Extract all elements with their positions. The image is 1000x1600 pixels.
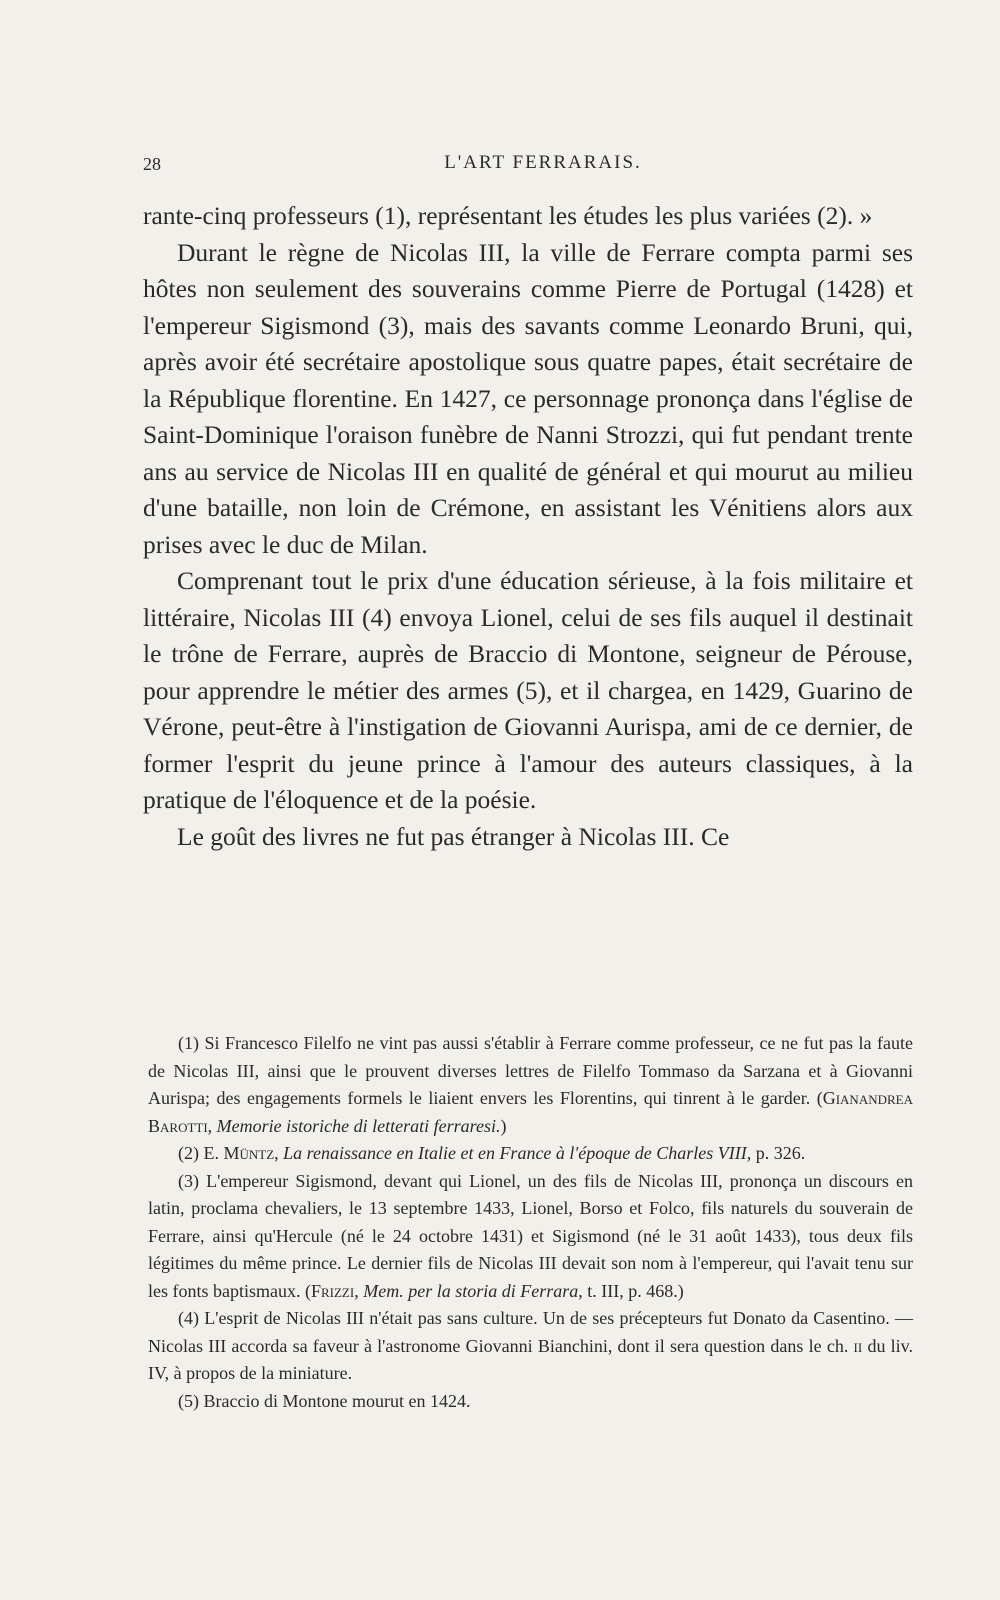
footnotes: [148, 1030, 913, 1540]
footnote-3: [148, 1168, 913, 1306]
footnote-5: (5) Braccio di Montone mourut en 1424.: [178, 1390, 471, 1411]
paragraph: Comprenant tout le prix d'une éducation sérieuse, à la fois militaire et littéraire, Nicolas III (4) envoya Lionel, celui de ses fils auquel il destinait le trône de Ferrare, auprès de Braccio di Montone, seigneur de Pérouse, pour apprendre le métier des armes (5), et il chargea, en 1429, Guarino de Vérone, peut-être à l'instigation de Giovanni Aurispa, ami de ce dernier, de former l'esprit du jeune prince à l'amour des auteurs classiques, à la pratique de l'éloquence et de la poésie.: [143, 566, 913, 814]
footnote-text: (1) Si Francesco Filelfo ne vint pas aussi s'établir à Ferrare comme professeur, ce ne fut pas la faute de Nicolas III, ainsi que le prouvent diverses lettres de Filelfo Tommaso da Sarzana et à Giovanni Aurispa; des engagements formels le liaient envers les Florentins, qui tinrent à le garder. (: [148, 1033, 913, 1108]
footnote-title: La renaissance en Italie et en France à l'époque de Charles VIII: [283, 1143, 747, 1163]
page-number: 28: [143, 154, 161, 174]
footnote-text: , t. III, p. 468.): [578, 1280, 684, 1301]
footnote-2: [148, 1140, 913, 1168]
footnote-punct: ,: [354, 1280, 364, 1301]
footnote-text: ): [500, 1115, 507, 1136]
footnote-text: (2) E.: [178, 1143, 224, 1163]
main-text: [143, 198, 913, 1028]
footnote-text: (4) L'esprit de Nicolas III n'était pas sans culture. Un de ses précepteurs fut Donato da Casentino. — Nicolas III accorda sa faveur à l'astronome Giovanni Bianchini, dont il sera question dans le ch.: [148, 1308, 913, 1356]
footnote-author: Frizzi: [310, 1280, 355, 1301]
paragraph: rante-cinq professeurs (1), représentant les études les plus variées (2). »: [143, 201, 873, 230]
paragraph: Durant le règne de Nicolas III, la ville de Ferrare compta parmi ses hôtes non seulement des souverains comme Pierre de Portugal (1428) et l'empereur Sigismond (3), mais des savants comme Leonardo Bruni, qui, après avoir été secrétaire apostolique sous quatre papes, était secrétaire de la République florentine. En 1427, ce personnage prononça dans l'église de Saint-Dominique l'oraison funèbre de Nanni Strozzi, qui fut pendant trente ans au service de Nicolas III en qualité de général et qui mourut au milieu d'une bataille, non loin de Crémone, en assistant les Vénitiens alors aux prises avec le duc de Milan.: [143, 237, 913, 559]
footnote-author: Müntz: [223, 1143, 275, 1163]
footnote-title: Mem. per la storia di Ferrara: [363, 1280, 579, 1301]
footnote-4: [148, 1305, 913, 1388]
footnote-punct: ,: [207, 1115, 217, 1136]
footnote-chapter: ii: [853, 1335, 863, 1356]
footnote-author: Gianandrea Barotti: [148, 1088, 913, 1136]
paragraph: Le goût des livres ne fut pas étranger à Nicolas III. Ce: [177, 821, 730, 851]
footnote-punct: ,: [274, 1143, 284, 1163]
footnote-text: , p. 326.: [746, 1143, 806, 1163]
running-title: L'ART FERRARAIS.: [444, 152, 642, 173]
footnote-title: Memorie istoriche di letterati ferraresi.: [216, 1115, 501, 1136]
footnote-text: (3) L'empereur Sigismond, devant qui Lionel, un des fils de Nicolas III, prononça un discours en latin, proclama chevaliers, le 13 septembre 1433, Lionel, Borso et Folco, fils naturels du souverain de Ferrare, ainsi qu'Hercule (né le 24 octobre 1431) et Sigismond (né le 31 août 1433), tous deux fils légitimes du même prince. Le dernier fils de Nicolas III devait son nom à l'empereur, qui l'avait tenu sur les fonts baptismaux. (: [148, 1170, 913, 1301]
page-header: [143, 150, 913, 182]
footnote-text: du liv. IV, à propos de la miniature.: [148, 1335, 913, 1383]
footnote-1: [148, 1030, 913, 1140]
